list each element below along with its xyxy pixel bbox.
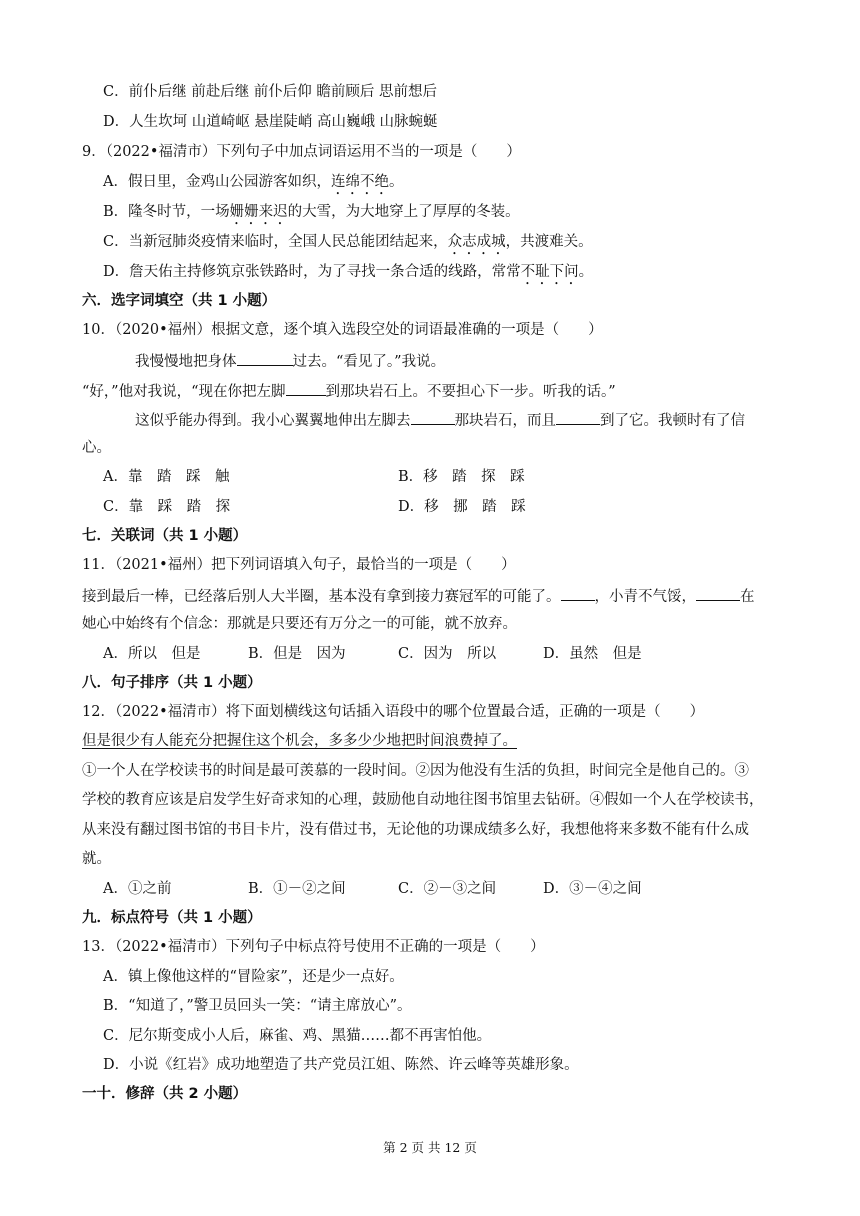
- q10-option-d: D．移 挪 踏 踩: [398, 499, 526, 515]
- q9-d-end: 。: [578, 264, 594, 280]
- q12-option-d: D．③－④之间: [543, 881, 642, 897]
- fill-blank[interactable]: [286, 380, 326, 396]
- q8-option-c: C．前仆后继 前赴后继 前仆后仰 瞻前顾后 思前想后: [103, 84, 438, 100]
- q11-option-b: B．但是 因为: [248, 646, 346, 662]
- q10-option-a: A．靠 踏 踩 触: [103, 469, 230, 485]
- fill-blank[interactable]: [411, 409, 455, 425]
- q13-option-b: B．“知道了，”警卫员回头一笑：“请主席放心”。: [103, 998, 412, 1014]
- q12-underlined-sentence: 但是很少有人能充分把握住这个机会，多多少少地把时间浪费掉了。: [82, 733, 517, 749]
- q9-c-text: C．当新冠肺炎疫情来临时，全国人民总能团结起来，: [103, 234, 448, 250]
- q10-p2-text-a: “好，”他对我说，“现在你把左脚: [82, 384, 286, 400]
- q9-a-text: A．假日里，金鸡山公园游客如织，: [103, 174, 331, 190]
- section-heading-9: 九．标点符号（共 1 小题）: [82, 910, 262, 926]
- q9-option-a: [103, 172, 403, 198]
- q9-d-dotted-word: 不耻下问: [520, 264, 579, 280]
- q12-option-c: C．②－③之间: [398, 881, 497, 897]
- q9-option-d: [103, 262, 593, 288]
- q10-p3-text-c: 到了它。我顿时有了信: [600, 413, 745, 429]
- q13-option-c: C．尼尔斯变成小人后，麻雀、鸡、黑猫……都不再害怕他。: [103, 1028, 492, 1044]
- q9-b-end: 的大雪，为大地穿上了厚厚的冬装。: [287, 204, 520, 220]
- q12-option-a: A．①之前: [103, 881, 172, 897]
- q10-passage-line-4: 心。: [82, 440, 111, 456]
- q11-option-a: A．所以 但是: [103, 646, 201, 662]
- q9-c-end: ，共渡难关。: [505, 234, 593, 250]
- q12-passage-line-2: 学校的教育应该是启发学生好奇求知的心理，鼓励他自动地往图书馆里去钻研。④假如一个人在学校读书，: [82, 792, 764, 808]
- fill-blank[interactable]: [696, 585, 740, 601]
- q10-p3-text-a: 这似乎能办得到。我小心翼翼地伸出左脚去: [135, 413, 411, 429]
- q11-l1-text-b: ，小青不气馁，: [594, 589, 696, 605]
- q11-option-d: D．虽然 但是: [543, 646, 642, 662]
- q11-stem: 11．（2021•福州）把下列词语填入句子，最恰当的一项是（ ）: [82, 557, 516, 573]
- fill-blank[interactable]: [237, 350, 293, 366]
- section-heading-8: 八．句子排序（共 1 小题）: [82, 675, 262, 691]
- fill-blank[interactable]: [561, 585, 595, 601]
- q9-a-dotted-word: 连绵不绝: [330, 174, 389, 190]
- q10-option-b: B．移 踏 探 踩: [398, 469, 525, 485]
- q10-passage-line-1: [135, 350, 445, 372]
- q8-option-d: D．人生坎坷 山道崎岖 悬崖陡峭 高山巍峨 山脉蜿蜒: [103, 114, 438, 130]
- page-footer: 第 2 页 共 12 页: [383, 1140, 477, 1155]
- q10-option-c: C．靠 踩 踏 探: [103, 499, 231, 515]
- q11-option-c: C．因为 所以: [398, 646, 497, 662]
- q10-p2-text-b: 到那块岩石上。不要担心下一步。听我的话。”: [325, 384, 616, 400]
- section-heading-6: 六．选字词填空（共 1 小题）: [82, 293, 277, 309]
- q9-b-text: B．隆冬时节，一场: [103, 204, 230, 220]
- q9-a-end: 。: [388, 174, 404, 190]
- q12-passage-line-1: ①一个人在学校读书的时间是最可羡慕的一段时间。②因为他没有生活的负担，时间完全是他自己的。③: [82, 763, 749, 779]
- q13-option-d: D．小说《红岩》成功地塑造了共产党员江姐、陈然、许云峰等英雄形象。: [103, 1057, 579, 1073]
- q10-stem: 10．（2020•福州）根据文意，逐个填入选段空处的词语最准确的一项是（ ）: [82, 322, 603, 338]
- q10-passage-line-3: [135, 409, 745, 431]
- q13-stem: 13．（2022•福清市）下列句子中标点符号使用不正确的一项是（ ）: [82, 939, 545, 955]
- q13-option-a: A．镇上像他这样的“冒险家”，还是少一点好。: [103, 969, 404, 985]
- q12-passage-line-4: 就。: [82, 851, 111, 867]
- q9-b-dotted-word: 姗姗来迟: [229, 204, 288, 220]
- q10-p1-text-b: 过去。“看见了。”我说。: [292, 354, 446, 370]
- q11-sentence-line-1: [82, 585, 755, 607]
- q11-l1-text-c: 在: [740, 589, 755, 605]
- q9-c-dotted-word: 众志成城: [447, 234, 506, 250]
- q9-option-c: [103, 232, 593, 258]
- section-heading-10: 一十．修辞（共 2 小题）: [82, 1086, 248, 1102]
- q12-passage-line-3: 从来没有翻过图书馆的书目卡片，没有借过书，无论他的功课成绩多么好，我想他将来多数不能有什么成: [82, 822, 749, 838]
- section-heading-7: 七．关联词（共 1 小题）: [82, 528, 248, 544]
- q11-l1-text-a: 接到最后一棒，已经落后别人大半圈，基本没有拿到接力赛冠军的可能了。: [82, 589, 561, 605]
- q12-option-b: B．①－②之间: [248, 881, 346, 897]
- q9-option-b: [103, 202, 520, 228]
- q12-stem: 12．（2022•福清市）将下面划横线这句话插入语段中的哪个位置最合适，正确的一项是（ ）: [82, 704, 705, 720]
- q9-stem: 9．（2022•福清市）下列句子中加点词语运用不当的一项是（ ）: [82, 144, 521, 160]
- q10-passage-line-2: [82, 380, 616, 402]
- q11-sentence-line-2: 她心中始终有个信念：那就是只要还有万分之一的可能，就不放弃。: [82, 616, 517, 632]
- q10-p1-text-a: 我慢慢地把身体: [135, 354, 237, 370]
- q10-p3-text-b: 那块岩石，而且: [454, 413, 556, 429]
- fill-blank[interactable]: [556, 409, 600, 425]
- q9-d-text: D．詹天佑主持修筑京张铁路时，为了寻找一条合适的线路，常常: [103, 264, 521, 280]
